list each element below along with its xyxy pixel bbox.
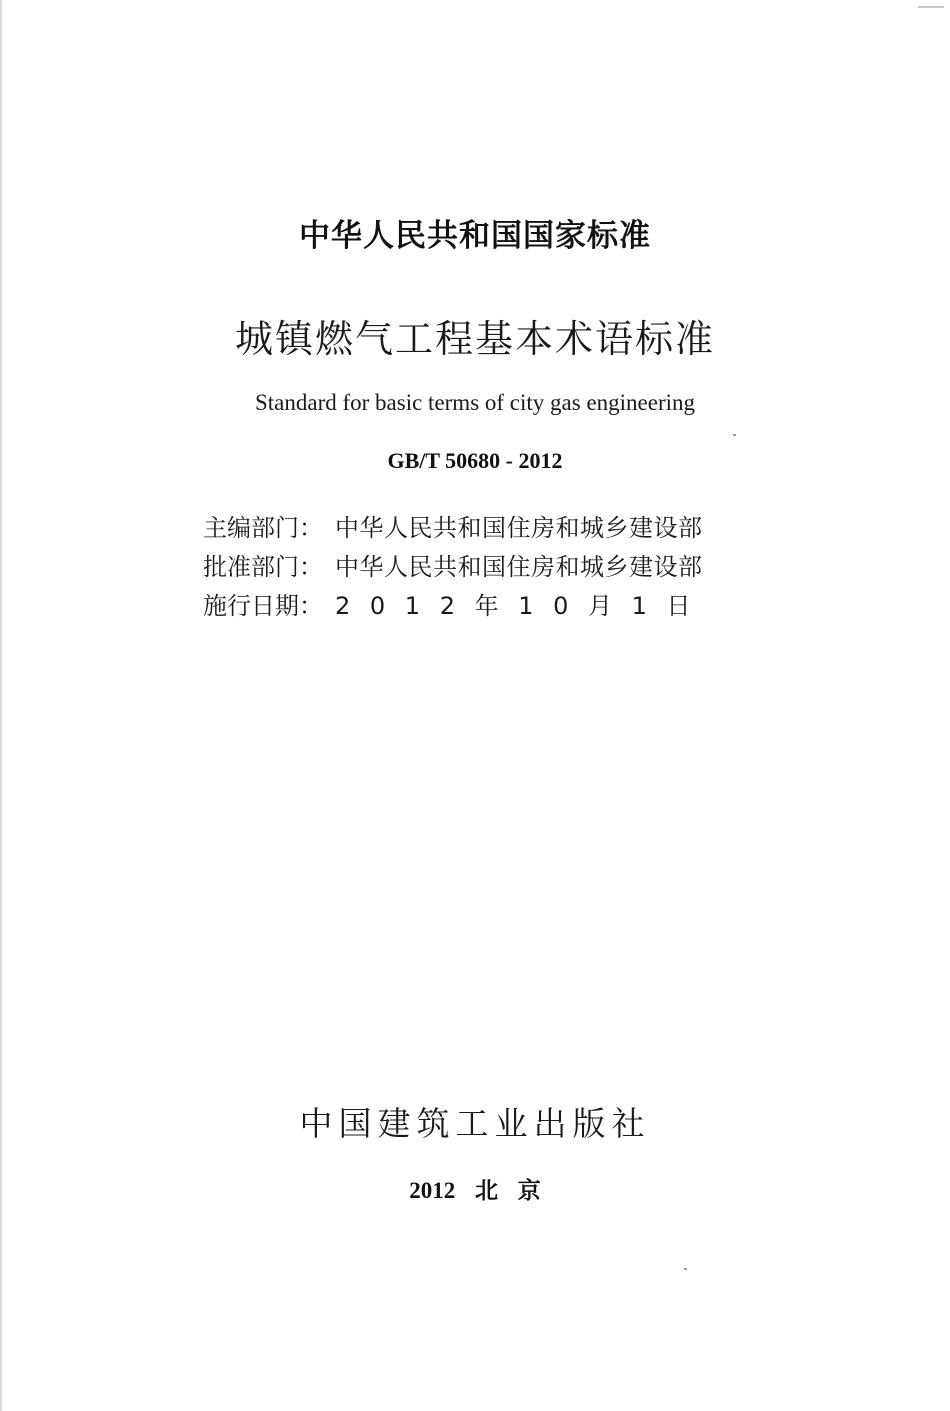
meta-label: 主编部门： xyxy=(203,514,323,542)
publisher-name: 中国建筑工业出版社 xyxy=(299,1104,651,1143)
national-standard-label: 中华人民共和国国家标准 xyxy=(299,218,651,254)
meta-value: 2 0 1 2 年 1 0 月 1 日 xyxy=(335,592,691,620)
meta-row-approver xyxy=(203,547,763,586)
scan-speck xyxy=(733,434,736,436)
meta-row-chief-editor xyxy=(203,508,763,547)
meta-label: 批准部门： xyxy=(203,553,323,581)
scan-speck xyxy=(684,1268,687,1270)
meta-value: 中华人民共和国住房和城乡建设部 xyxy=(335,514,703,542)
publication-year-place: 2012 北 京 xyxy=(409,1178,541,1203)
meta-value: 中华人民共和国住房和城乡建设部 xyxy=(335,553,703,581)
scan-speck xyxy=(918,6,944,8)
meta-row-effective-date xyxy=(203,586,763,625)
meta-label: 施行日期： xyxy=(203,592,323,620)
english-title: Standard for basic terms of city gas engineering xyxy=(254,390,696,415)
metadata-block xyxy=(203,508,763,625)
standard-number: GB/T 50680 - 2012 xyxy=(387,448,563,473)
chinese-title: 城镇燃气工程基本术语标准 xyxy=(234,317,715,361)
